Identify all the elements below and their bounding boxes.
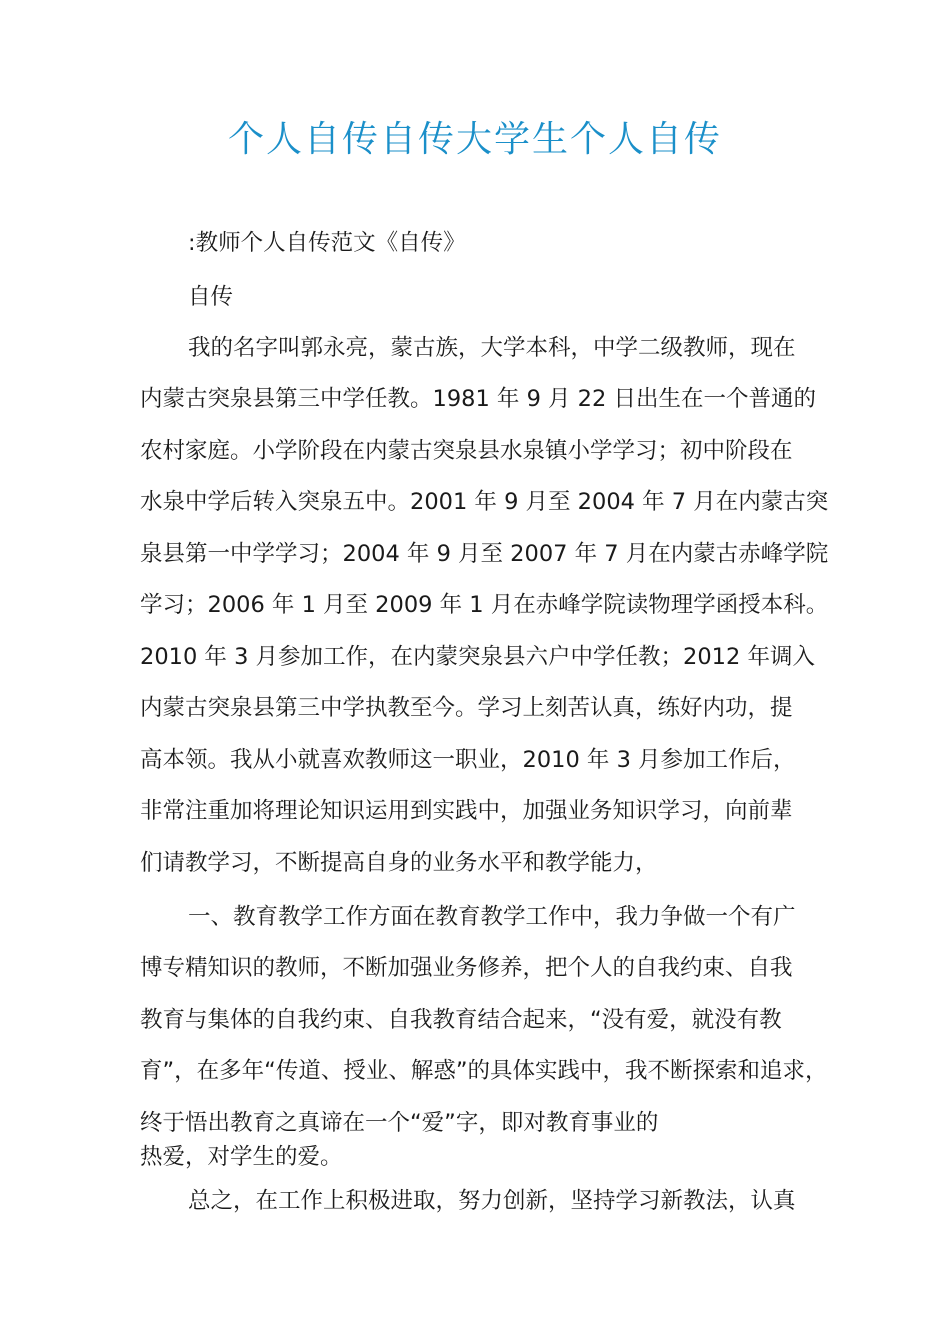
paragraph-line: 们请教学习，不断提高自身的业务水平和教学能力， xyxy=(140,850,658,876)
paragraph-line: 总之，在工作上积极进取，努力创新，坚持学习新教法，认真 xyxy=(188,1188,796,1214)
paragraph-line: 高本领。我从小就喜欢教师这一职业，2010 年 3 月参加工作后， xyxy=(140,747,796,773)
paragraph-line: 非常注重加将理论知识运用到实践中，加强业务知识学习，向前辈 xyxy=(140,798,793,824)
document-subtitle: :教师个人自传范文《自传》 xyxy=(188,230,466,256)
paragraph-line: 学习；2006 年 1 月至 2009 年 1 月在赤峰学院读物理学函授本科。 xyxy=(140,592,829,618)
paragraph-line: 2010 年 3 月参加工作，在内蒙突泉县六户中学任教；2012 年调入 xyxy=(140,644,815,670)
document-title: 个人自传自传大学生个人自传 xyxy=(227,119,722,160)
paragraph-line: 泉县第一中学学习；2004 年 9 月至 2007 年 7 月在内蒙古赤峰学院 xyxy=(140,541,829,567)
paragraph-line: 育”，在多年“传道、授业、解惑”的具体实践中，我不断探索和追求， xyxy=(140,1058,828,1084)
paragraph-line: 内蒙古突泉县第三中学执教至今。学习上刻苦认真，练好内功，提 xyxy=(140,695,793,721)
paragraph-line: 一、教育教学工作方面在教育教学工作中，我力争做一个有广 xyxy=(188,904,796,930)
paragraph-line: 我的名字叫郭永亮，蒙古族，大学本科，中学二级教师，现在 xyxy=(188,335,796,361)
paragraph-line: 终于悟出教育之真谛在一个“爱”字，即对教育事业的 xyxy=(140,1110,659,1136)
paragraph-line: 内蒙古突泉县第三中学任教。1981 年 9 月 22 日出生在一个普通的 xyxy=(140,386,816,412)
paragraph-line: 水泉中学后转入突泉五中。2001 年 9 月至 2004 年 7 月在内蒙古突 xyxy=(140,489,829,515)
paragraph-line: 热爱，对学生的爱。 xyxy=(140,1144,343,1170)
paragraph-line: 博专精知识的教师，不断加强业务修养，把个人的自我约束、自我 xyxy=(140,955,793,981)
paragraph-line: 教育与集体的自我约束、自我教育结合起来，“没有爱，就没有教 xyxy=(140,1007,782,1033)
section-heading: 自传 xyxy=(188,284,234,310)
paragraph-line: 农村家庭。小学阶段在内蒙古突泉县水泉镇小学学习；初中阶段在 xyxy=(140,438,793,464)
